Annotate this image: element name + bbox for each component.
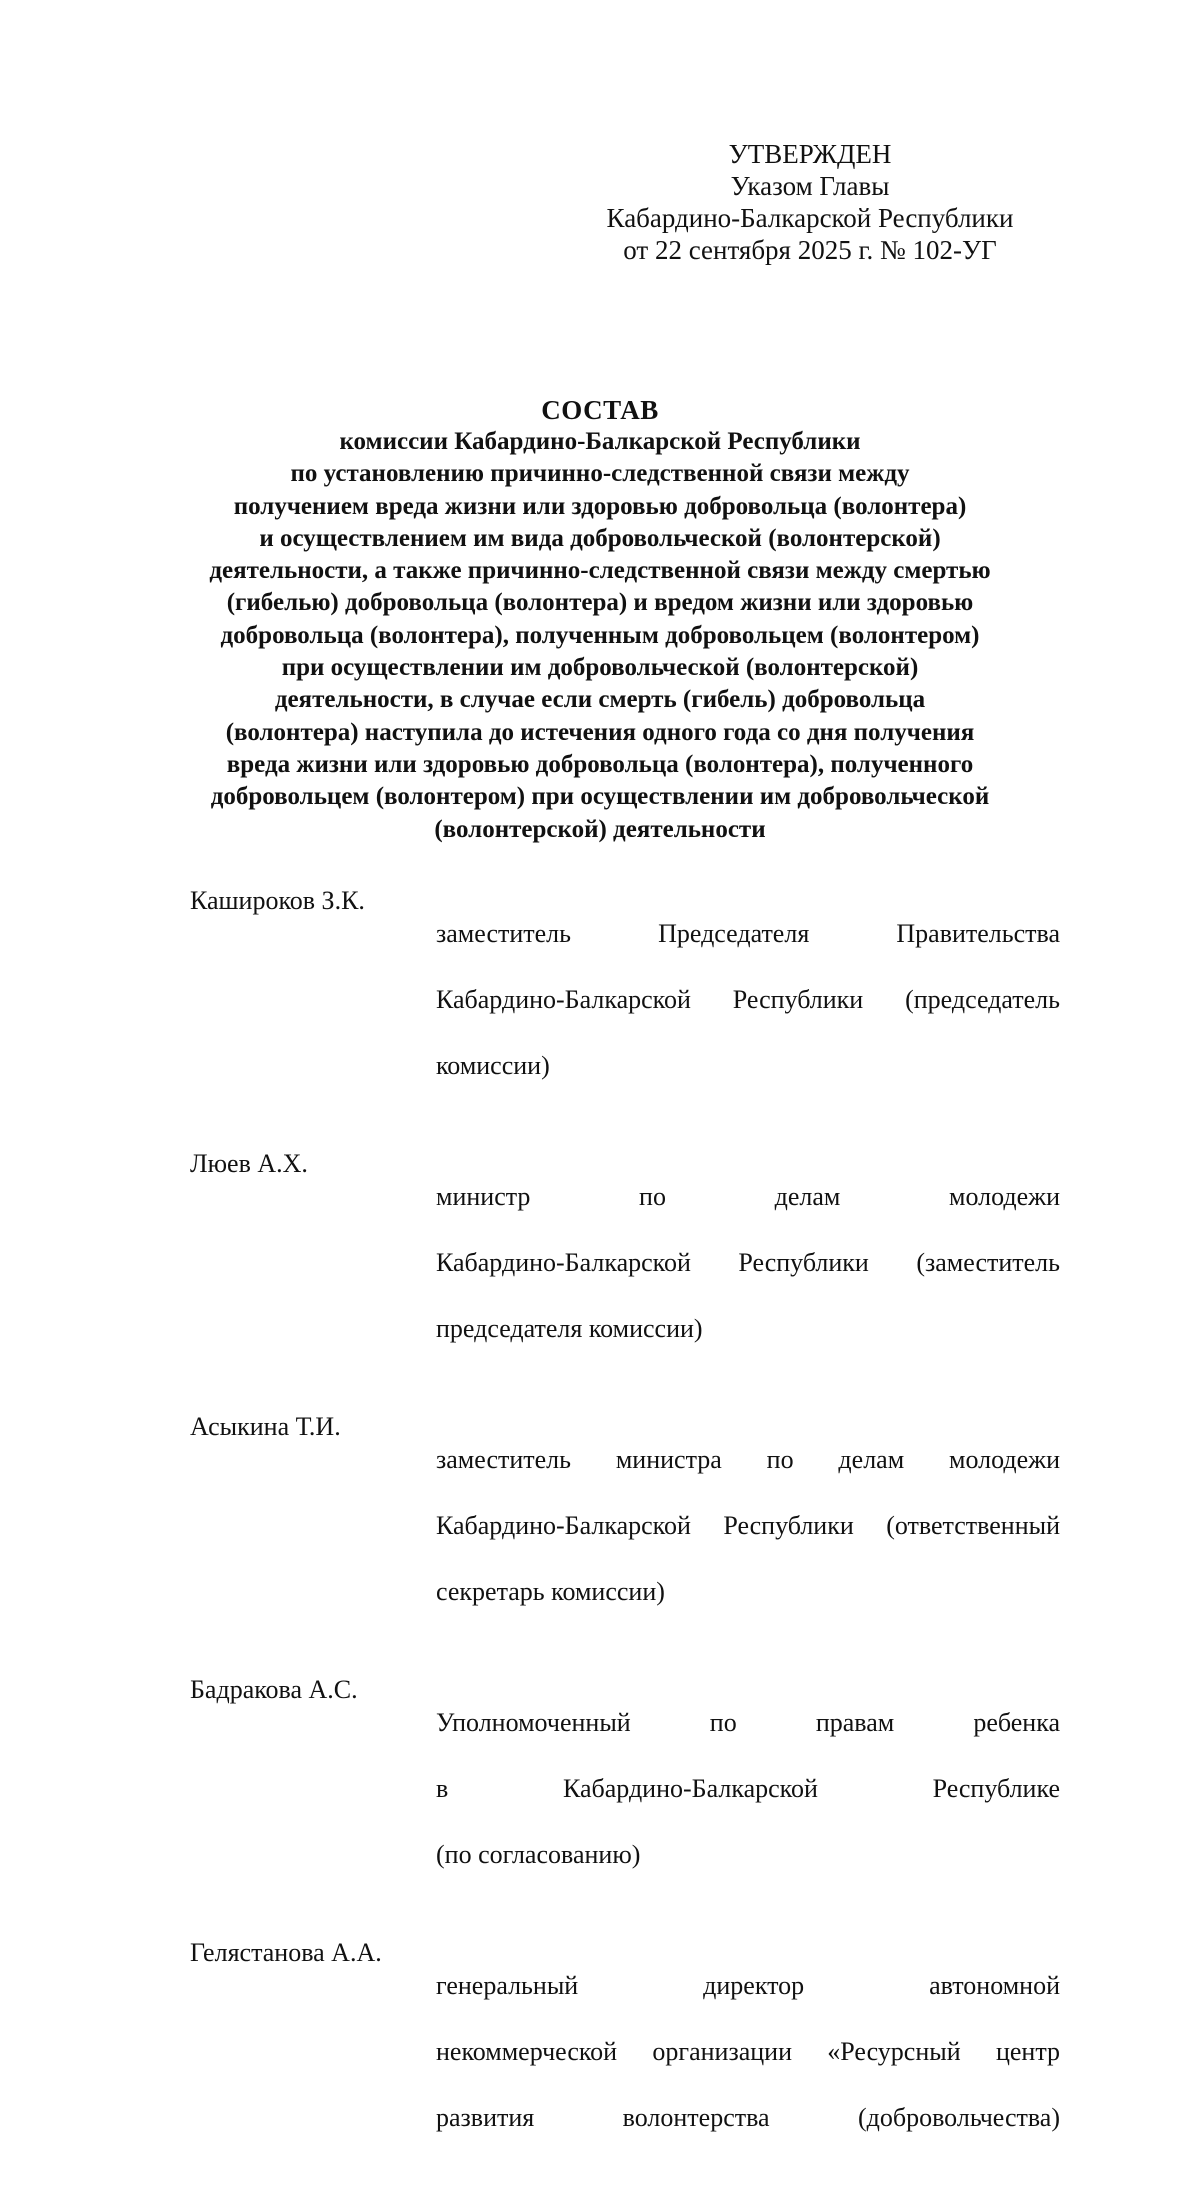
member-role-line: комиссии) (436, 1051, 550, 1080)
member-name: Кашироков З.К. (190, 886, 365, 915)
member-role-line: некоммерческой организации «Ресурсный центр (436, 2037, 1060, 2066)
member-row (190, 1936, 1060, 2167)
member-row (190, 1410, 1060, 1641)
member-row (190, 1147, 1060, 1378)
subtitle-line: комиссии Кабардино-Балкарской Республики (339, 428, 861, 455)
document-title: СОСТАВ (541, 395, 659, 425)
member-name: Люев А.Х. (190, 1149, 308, 1178)
approval-line-approved: УТВЕРЖДЕН (728, 139, 892, 169)
member-role (436, 1147, 1060, 1378)
subtitle-line: добровольца (волонтера), полученным добровольцем (волонтером) (220, 621, 980, 649)
subtitle-line: (волонтера) наступила до истечения одного года со дня получения (225, 718, 975, 746)
member-role (436, 884, 1060, 1115)
document-heading (110, 394, 1090, 846)
member-role (436, 1410, 1060, 1641)
member-name: Гелястанова А.А. (190, 1938, 382, 1967)
member-name: Асыкина Т.И. (190, 1412, 341, 1441)
subtitle-line: получением вреда жизни или здоровью добровольца (волонтера) (233, 492, 967, 520)
member-role-line: Уполномоченный по правам ребенка (436, 1708, 1060, 1737)
member-role-line: Кабардино-Балкарской Республики (заместитель (436, 1248, 1060, 1277)
subtitle-line: добровольцем (волонтером) при осуществлении им добровольческой (210, 783, 990, 811)
approval-stamp (560, 138, 1060, 266)
subtitle-line: по установлению причинно-следственной связи между (290, 460, 910, 488)
member-role-line: заместитель Председателя Правительства (436, 919, 1060, 948)
member-role-line: генеральный директор автономной (436, 1971, 1060, 2000)
member-role (436, 1673, 1060, 1904)
approval-line-republic: Кабардино-Балкарской Республики (606, 203, 1014, 233)
member-role-line: Кабардино-Балкарской Республики (председатель (436, 985, 1060, 1014)
subtitle-line: (гибелью) добровольца (волонтера) и вредом жизни или здоровью (226, 589, 974, 617)
member-name: Бадракова А.С. (190, 1675, 358, 1704)
subtitle-line: и осуществлением им вида добровольческой (волонтерской) (259, 524, 941, 552)
approval-line-decree: Указом Главы (730, 171, 890, 201)
member-role-line: председателя комиссии) (436, 1314, 703, 1343)
member-role-line: Кабардино-Балкарской Республики (ответственный (436, 1511, 1060, 1540)
member-role-line: министр по делам молодежи (436, 1182, 1060, 1211)
approval-line-date: от 22 сентября 2025 г. № 102-УГ (623, 235, 997, 265)
document-subtitle (110, 426, 1090, 846)
member-role-line: заместитель министра по делам молодежи (436, 1445, 1060, 1474)
commission-members-list (190, 884, 1060, 2199)
member-row (190, 884, 1060, 1115)
subtitle-line: (волонтерской) деятельности (434, 815, 766, 843)
member-role-line: секретарь комиссии) (436, 1577, 665, 1606)
member-role-line: развития волонтерства (добровольчества) (436, 2103, 1060, 2132)
member-row (190, 1673, 1060, 1904)
subtitle-line: вреда жизни или здоровью добровольца (волонтера), полученного (226, 750, 974, 778)
subtitle-line: деятельности, а также причинно-следственной связи между смертью (209, 557, 991, 585)
member-role (436, 1936, 1060, 2167)
member-role-line: в Кабардино-Балкарской Республике (436, 1774, 1060, 1803)
subtitle-line: деятельности, в случае если смерть (гибель) добровольца (274, 686, 926, 714)
subtitle-line: при осуществлении им добровольческой (волонтерской) (281, 654, 919, 682)
member-role-line: (по согласованию) (436, 1840, 641, 1869)
